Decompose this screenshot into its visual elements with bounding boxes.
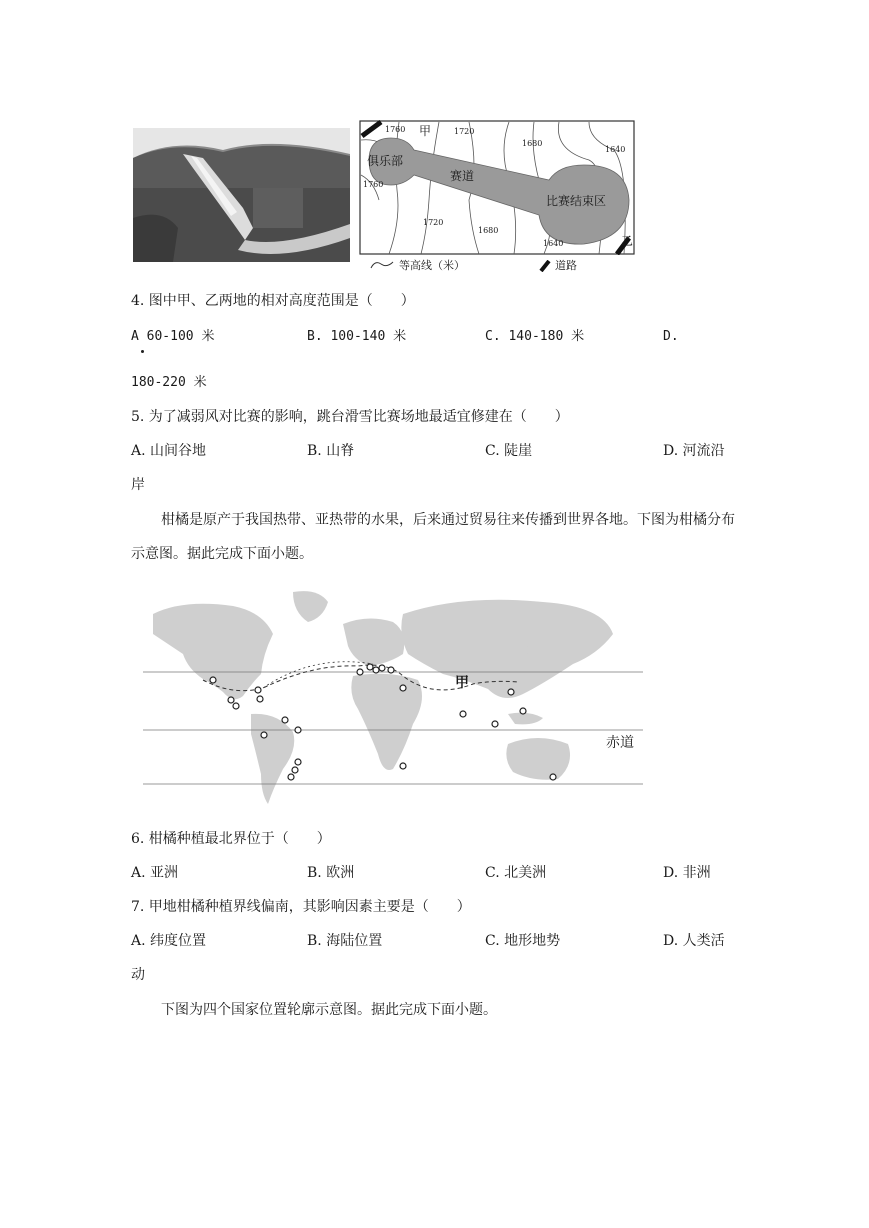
q7-option-d: D. 人类活	[663, 933, 725, 949]
contour-value: 1720	[423, 218, 444, 227]
q4-option-d-continued: 180-220 米	[131, 375, 207, 390]
q5-option-a: A. 山间谷地	[131, 443, 207, 459]
contour-value: 1640	[605, 145, 626, 154]
q7-option-c: C. 地形地势	[485, 933, 561, 949]
q6-option-b: B. 欧洲	[307, 865, 355, 881]
contour-value: 1720	[454, 127, 475, 136]
contour-line-icon	[369, 256, 395, 279]
road-legend-label: 道路	[555, 259, 577, 272]
q5-option-b: B. 山脊	[307, 443, 355, 459]
finish-area-label: 比赛结束区	[546, 194, 607, 208]
ski-jump-photo	[133, 128, 350, 262]
q5-option-c: C. 陡崖	[485, 443, 533, 459]
contour-value: 1680	[478, 226, 499, 235]
contour-value: 1760	[385, 125, 406, 134]
contour-map	[359, 120, 635, 255]
road-icon	[539, 259, 551, 279]
q4-option-b: B. 100-140 米	[307, 329, 407, 344]
question-7-stem: 7. 甲地柑橘种植界线偏南，其影响因素主要是（ ）	[131, 899, 471, 915]
q5-option-d: D. 河流沿	[663, 443, 725, 459]
question-6-stem: 6. 柑橘种植最北界位于（ ）	[131, 831, 331, 847]
citrus-intro-paragraph: 柑橘是原产于我国热带、亚热带的水果，后来通过贸易往来传播到世界各地。下图为柑橘分布示意图。据此完成下面小题。	[131, 512, 735, 562]
q7-option-d-continued: 动	[131, 967, 145, 983]
question-5-stem: 5. 为了减弱风对比赛的影响，跳台滑雪比赛场地最适宜修建在（ ）	[131, 409, 569, 425]
q5-option-d-continued: 岸	[131, 477, 145, 493]
contour-value: 1640	[543, 239, 564, 248]
q6-option-d: D. 非洲	[663, 865, 711, 881]
club-label: 俱乐部	[367, 154, 404, 168]
stray-dot	[141, 350, 144, 353]
q4-option-a: A 60-100 米	[131, 329, 215, 344]
track-label: 赛道	[450, 169, 475, 183]
question-4-stem: 4. 图中甲、乙两地的相对高度范围是（ ）	[131, 293, 415, 309]
q7-option-b: B. 海陆位置	[307, 933, 383, 949]
jia-map-label: 甲	[455, 675, 469, 691]
jia-label: 甲	[419, 124, 432, 138]
yi-label: 乙	[621, 234, 634, 248]
contour-value: 1760	[363, 180, 384, 189]
q4-option-c: C. 140-180 米	[485, 329, 585, 344]
countries-intro-paragraph: 下图为四个国家位置轮廓示意图。据此完成下面小题。	[161, 1002, 497, 1018]
q4-option-d: D.	[663, 329, 679, 344]
contour-legend-label: 等高线（米）	[399, 259, 465, 272]
equator-label: 赤道	[606, 735, 634, 751]
contour-value: 1680	[522, 139, 543, 148]
q6-option-c: C. 北美洲	[485, 865, 547, 881]
q6-option-a: A. 亚洲	[131, 865, 179, 881]
citrus-distribution-map	[143, 584, 643, 814]
q7-option-a: A. 纬度位置	[131, 933, 207, 949]
